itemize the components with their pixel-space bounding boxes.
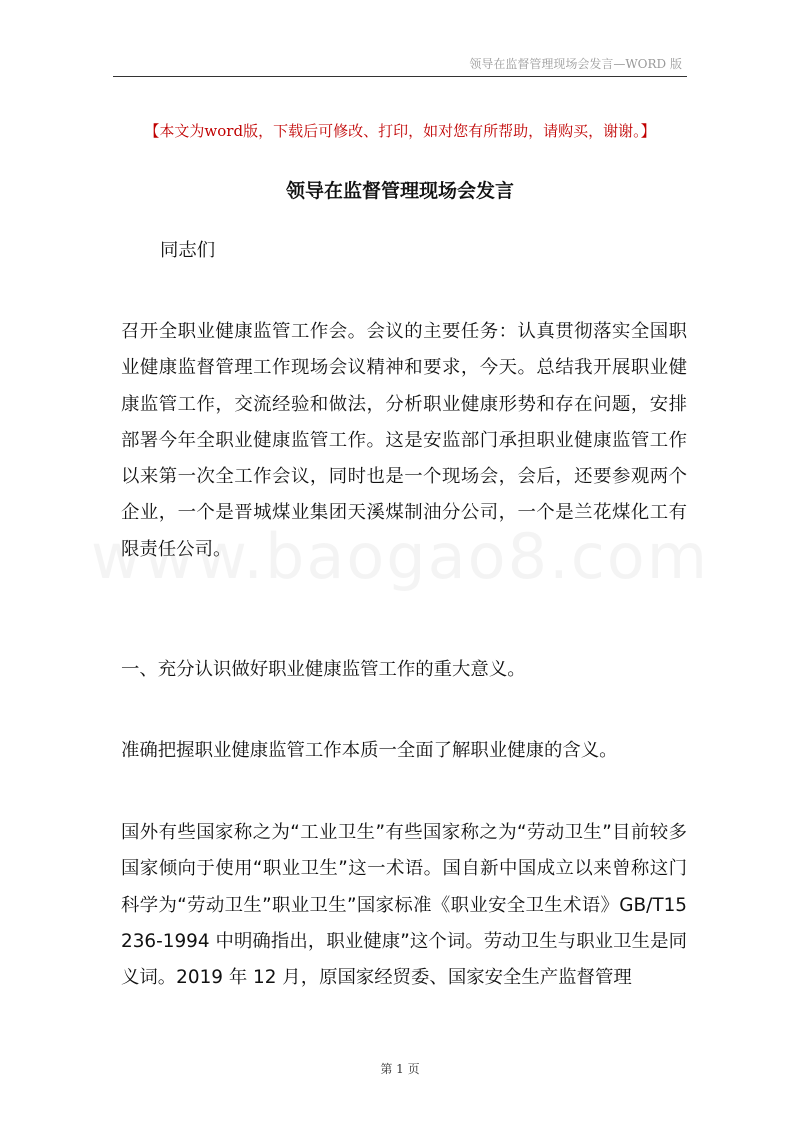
running-header: 领导在监督管理现场会发言—WORD 版 — [469, 57, 682, 71]
purchase-notice: 【本文为word版，下载后可修改、打印，如对您有所帮助，请购买，谢谢。】 — [144, 122, 656, 140]
document-title: 领导在监督管理现场会发言 — [285, 180, 514, 202]
page-number: 第 1 页 — [380, 1062, 420, 1076]
header-divider — [113, 76, 687, 77]
paragraph-1: 召开全职业健康监管工作会。会议的主要任务：认真贯彻落实全国职业健康监督管理工作现场会议精神和要求，今天。总结我开展职业健康监管工作，交流经验和做法，分析职业健康形势和存在问题，安排部署今年全职业健康监管工作。这是安监部门承担职业健康监管工作以来第一次全工作会议，同时也是一个现场会，会后，还要参观两个企业，一个是晋城煤业集团天溪煤制油分公司，一个是兰花煤化工有限责任公司。 — [121, 321, 687, 560]
paragraph-3: 国外有些国家称之为“工业卫生”有些国家称之为“劳动卫生”目前较多国家倾向于使用“职业卫生”这一术语。国自新中国成立以来曾称这门科学为“劳动卫生”职业卫生”国家标准《职业安全卫生术语》GB/T15236-1994 中明确指出，职业健康”这个词。劳动卫生与职业卫生是同义词。2019 年 12 月，原国家经贸委、国家安全生产监督管理 — [121, 822, 687, 989]
section-heading-1: 一、充分认识做好职业健康监管工作的重大意义。 — [121, 659, 526, 680]
paragraph-2: 准确把握职业健康监管工作本质一全面了解职业健康的含义。 — [121, 740, 618, 761]
salutation: 同志们 — [160, 240, 216, 261]
